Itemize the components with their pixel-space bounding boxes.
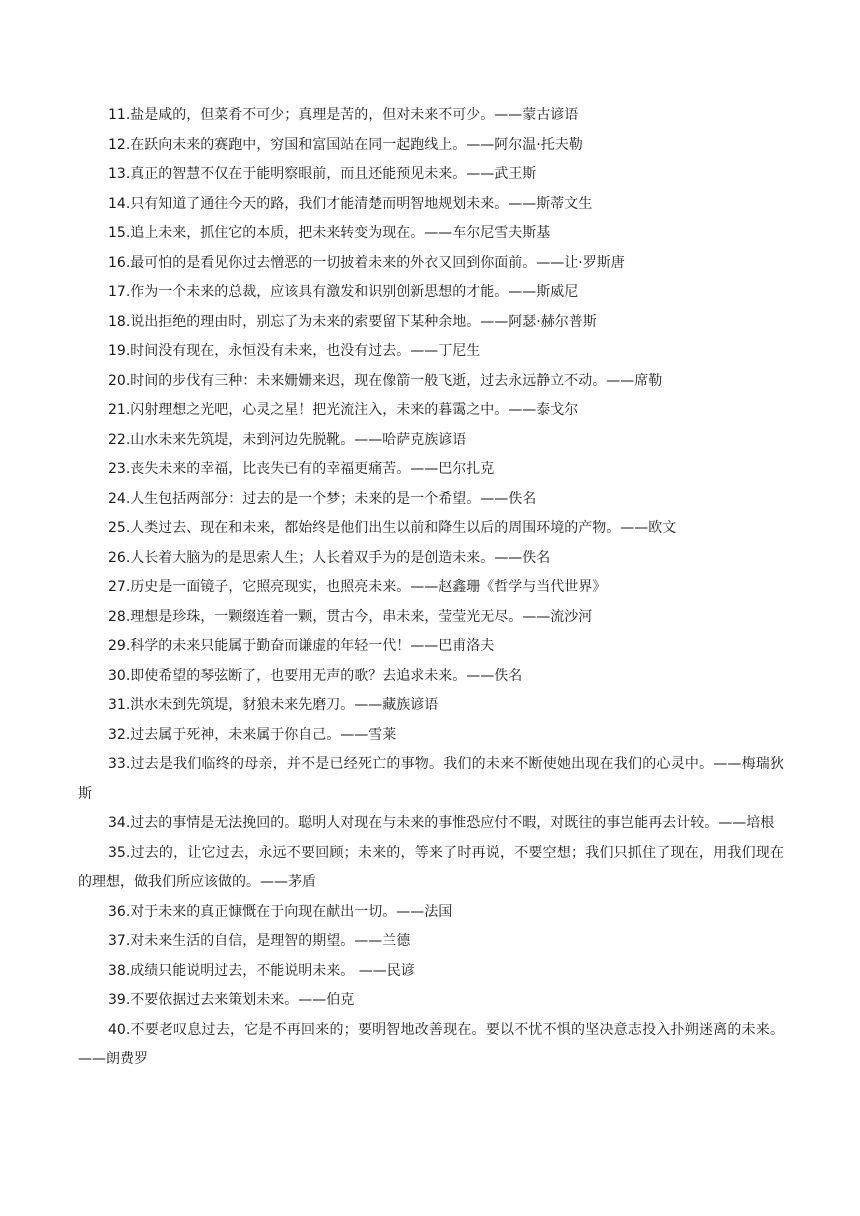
- quote-item: 31.洪水未到先筑堤，豺狼未来先磨刀。——藏族谚语: [108, 697, 439, 713]
- quote-item: 12.在跃向未来的赛跑中，穷国和富国站在同一起跑线上。——阿尔温·托夫勒: [108, 136, 583, 153]
- quote-item: 39.不要依据过去来策划未来。——伯克: [108, 992, 355, 1008]
- quote-item: 21.闪射理想之光吧，心灵之星！把光流注入，未来的暮霭之中。——泰戈尔: [108, 402, 579, 418]
- quote-item: 15.追上未来，抓住它的本质，把未来转变为现在。——车尔尼雪夫斯基: [108, 225, 551, 241]
- quote-item: 37.对未来生活的自信，是理智的期望。——兰德: [108, 933, 411, 949]
- quote-item: 40.不要老叹息过去，它是不再回来的；要明智地改善现在。要以不忧不惧的坚决意志投入扑朔迷离的未来。——朗费罗: [78, 1021, 784, 1067]
- quote-item: 20.时间的步伐有三种：未来姗姗来迟，现在像箭一般飞逝，过去永远静立不动。——席勒: [108, 372, 663, 389]
- quote-item: 23.丧失未来的幸福，比丧失已有的幸福更痛苦。——巴尔扎克: [108, 461, 495, 477]
- quote-item: 30.即使希望的琴弦断了，也要用无声的歌？去追求未来。——佚名: [108, 667, 523, 684]
- quote-item: 18.说出拒绝的理由时，别忘了为未来的索要留下某种余地。——阿瑟·赫尔普斯: [108, 313, 597, 330]
- quote-item: 28.理想是珍珠，一颗缀连着一颗，贯古今，串未来，莹莹光无尽。——流沙河: [108, 608, 593, 625]
- quote-item: 33.过去是我们临终的母亲，并不是已经死亡的事物。我们的未来不断使她出现在我们的心灵中。——梅瑞狄斯: [78, 756, 784, 802]
- quote-item: 16.最可怕的是看见你过去憎恶的一切披着未来的外衣又回到你面前。——让·罗斯唐: [108, 254, 625, 271]
- quote-item: 17.作为一个未来的总裁，应该具有激发和识别创新思想的才能。——斯威尼: [108, 284, 579, 300]
- quote-item: 27.历史是一面镜子，它照亮现实，也照亮未来。——赵鑫珊《哲学与当代世界》: [108, 579, 607, 595]
- quote-item: 14.只有知道了通往今天的路，我们才能清楚而明智地规划未来。——斯蒂文生: [108, 195, 593, 212]
- quote-item: 11.盐是咸的，但菜肴不可少；真理是苦的，但对未来不可少。——蒙古谚语: [108, 107, 579, 123]
- quote-item: 13.真正的智慧不仅在于能明察眼前，而且还能预见未来。——武王斯: [108, 166, 537, 182]
- quote-item: 35.过去的，让它过去，永远不要回顾；未来的，等来了时再说，不要空想；我们只抓住了现在，用我们现在的理想，做我们所应该做的。——茅盾: [78, 844, 784, 890]
- quote-item: 24.人生包括两部分：过去的是一个梦；未来的是一个希望。——佚名: [108, 490, 537, 507]
- quote-item: 38.成绩只能说明过去，不能说明未来。 ——民谚: [108, 962, 415, 979]
- quote-item: 19.时间没有现在，永恒没有未来，也没有过去。——丁尼生: [108, 343, 481, 359]
- quote-item: 32.过去属于死神，未来属于你自己。——雪莱: [108, 726, 397, 743]
- quote-list: [78, 101, 784, 1075]
- quote-item: 26.人长着大脑为的是思索人生；人长着双手为的是创造未来。——佚名: [108, 549, 551, 566]
- quote-item: 34.过去的事情是无法挽回的。聪明人对现在与未来的事惟恐应付不暇，对既往的事岂能再去计较。——培根: [108, 815, 775, 831]
- quote-item: 29.科学的未来只能属于勤奋而谦虚的年轻一代！——巴甫洛夫: [108, 638, 495, 654]
- quote-item: 36.对于未来的真正慷慨在于向现在献出一切。——法国: [108, 903, 453, 920]
- quote-item: 22.山水未来先筑堤，未到河边先脱靴。——哈萨克族谚语: [108, 431, 467, 448]
- quote-item: 25.人类过去、现在和未来，都始终是他们出生以前和降生以后的周围环境的产物。——欧文: [108, 520, 677, 536]
